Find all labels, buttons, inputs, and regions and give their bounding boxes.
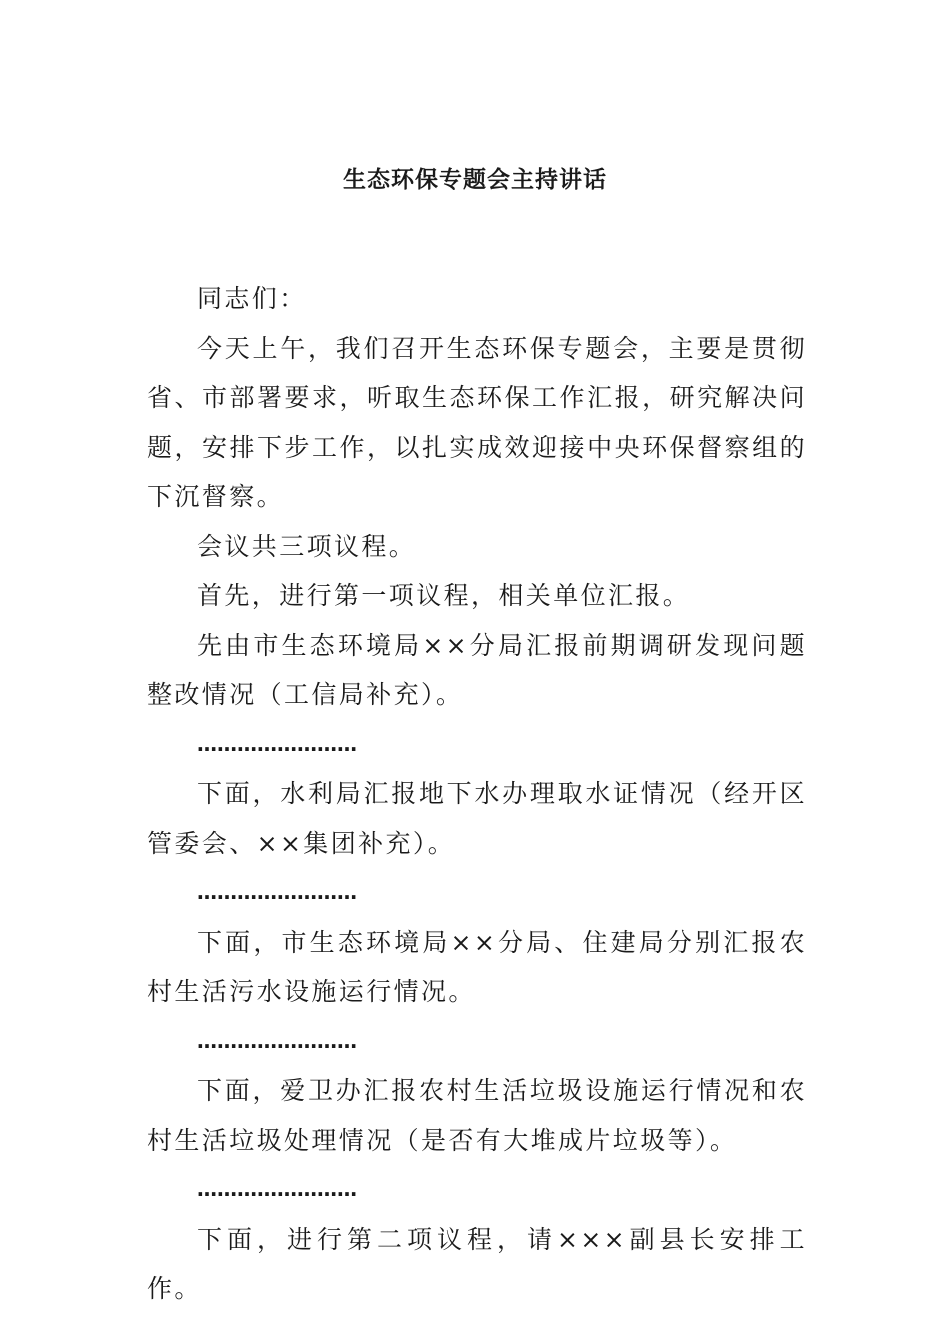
paragraph-report-garbage: 下面，爱卫办汇报农村生活垃圾设施运行情况和农村生活垃圾处理情况（是否有大堆成片垃圾等）。 [147,1076,807,1155]
paragraph-second-item: 下面，进行第二项议程，请×××副县长安排工作。 [147,1224,807,1303]
ellipsis-separator: …………………… [197,731,357,756]
ellipsis-separator: …………………… [197,880,357,904]
document-title: 生态环保专题会主持讲话 [343,167,607,193]
document-body [147,274,807,1314]
paragraph-first-item: 首先，进行第一项议程，相关单位汇报。 [197,581,691,610]
paragraph-report-sewage: 下面，市生态环境局××分局、住建局分别汇报农村生活污水设施运行情况。 [147,927,807,1006]
ellipsis-separator: …………………… [197,1177,357,1201]
ellipsis-separator: …………………… [197,1028,357,1053]
paragraph-report-water: 下面，水利局汇报地下水办理取水证情况（经开区管委会、××集团补充）。 [147,779,807,858]
paragraph-report-ecology: 先由市生态环境局××分局汇报前期调研发现问题整改情况（工信局补充）。 [147,630,807,709]
paragraph-agenda: 会议共三项议程。 [197,531,417,561]
salutation: 同志们： [197,284,307,313]
paragraph-intro: 今天上午，我们召开生态环保专题会，主要是贯彻省、市部署要求，听取生态环保工作汇报，研究解决问题，安排下步工作，以扎实成效迎接中央环保督察组的下沉督察。 [147,333,807,511]
